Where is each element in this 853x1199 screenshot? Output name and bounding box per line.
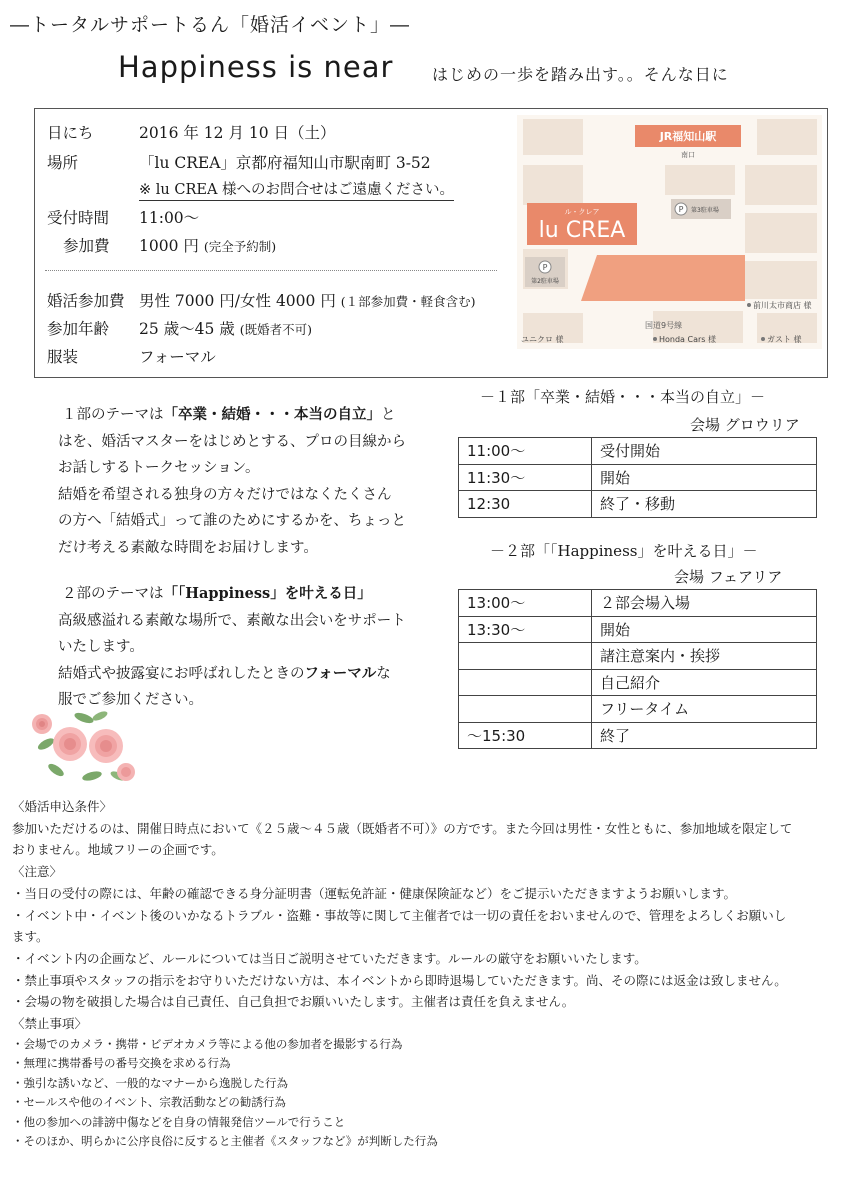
part2-line3: いたします。 <box>58 639 144 655</box>
place-note: ※ lu CREA 様へのお問合せはご遠慮ください。 <box>139 178 454 201</box>
schedule1-table <box>458 437 817 518</box>
terms-prohibited: ・そのほか、明らかに公序良俗に反すると主催者《スタッフなど》が判断した行為 <box>12 1134 438 1149</box>
reception-label: 受付時間 <box>47 209 110 227</box>
part2-line1-pre: ２部のテーマは <box>62 586 164 602</box>
terms-heading-notes: 〈注意〉 <box>12 864 63 880</box>
map-venue-name: lu CREA <box>538 218 626 243</box>
terms-prohibited: ・強引な誘いなど、一般的なマナーから逸脱した行為 <box>12 1075 288 1090</box>
date-row <box>47 121 336 143</box>
roses-illustration <box>26 706 138 788</box>
konkatsu-fee-note: (１部参加費・軽食含む) <box>340 294 476 309</box>
schedule-desc: フリータイム <box>592 696 817 723</box>
event-info-box <box>34 108 828 378</box>
map-parking3: 第3駐車場 <box>691 207 719 214</box>
map-shop2: ユニクロ 様 <box>521 335 564 344</box>
part2-formal: フォーマル <box>304 664 377 682</box>
terms-prohibited: ・無理に携帯番号の番号交換を求める行為 <box>12 1056 231 1071</box>
konkatsu-fee-value: 男性 7000 円/女性 4000 円 <box>139 292 336 310</box>
age-value: 25 歳～45 歳 <box>139 320 235 338</box>
terms-note: ・当日の受付の際には、年齢の確認できる身分証明書（運転免許証・健康保険証など）をご提示いただきますようお願いします。 <box>12 885 737 901</box>
date-value: 2016 年 12 月 10 日（土） <box>139 124 336 142</box>
part2-line4-pre: 結婚式や披露宴にお呼ばれしたときの <box>58 665 305 682</box>
map-parking2: 第2駐車場 <box>531 278 559 285</box>
schedule1-title: －１部「卒業・結婚・・・本当の自立」－ <box>480 388 766 406</box>
table-row <box>459 590 817 617</box>
schedule-desc: 受付開始 <box>592 438 817 465</box>
parking2-icon: P <box>542 263 548 272</box>
fee-row <box>47 234 276 256</box>
map-shop3: Honda Cars 様 <box>659 335 716 344</box>
fee-value: 1000 円 <box>139 237 199 255</box>
schedule-time: ～15:30 <box>459 722 592 749</box>
table-row <box>459 669 817 696</box>
terms-note: ・イベント中・イベント後のいかなるトラブル・盗難・事故等に関して主催者では一切の責任をおいませんので、管理をよろしくお願いし <box>12 907 787 923</box>
dress-label: 服装 <box>47 348 79 366</box>
table-row <box>459 722 817 749</box>
place-row <box>47 151 431 173</box>
table-row <box>459 464 817 491</box>
schedule2-venue: 会場 フェアリア <box>674 568 783 586</box>
map-road: 国道9号線 <box>645 321 683 330</box>
date-label: 日にち <box>47 124 94 142</box>
age-note: (既婚者不可) <box>239 322 313 337</box>
schedule-desc: 自己紹介 <box>592 669 817 696</box>
terms-note: ・会場の物を破損した場合は自己責任、自己負担でお願いいたします。主催者は責任を負えません。 <box>12 994 575 1010</box>
fee-note: (完全予約制) <box>203 239 277 254</box>
map-venue-kana: ル・クレア <box>564 208 600 216</box>
terms-prohibited: ・会場でのカメラ・携帯・ビデオカメラ等による他の参加者を撮影する行為 <box>12 1036 403 1051</box>
terms-heading-conditions: 〈婚活申込条件〉 <box>12 799 113 814</box>
part2-line2: 高級感溢れる素敵な場所で、素敵な出会いをサポート <box>58 612 406 629</box>
schedule-desc: 終了・移動 <box>592 491 817 518</box>
part1-description <box>58 402 406 561</box>
schedule1-venue: 会場 グロウリア <box>690 416 800 434</box>
schedule2-title: －２部「「Happiness」を叶える日」－ <box>490 542 758 560</box>
terms-heading-prohibited: 〈禁止事項〉 <box>12 1016 88 1032</box>
terms-prohibited: ・他の参加への誹謗中傷などを自身の情報発信ツールで行うこと <box>12 1114 346 1129</box>
schedule-time <box>459 696 592 723</box>
part1-line1-pre: １部のテーマは <box>62 407 164 423</box>
part2-description <box>58 581 406 714</box>
schedule-desc: ２部会場入場 <box>592 590 817 617</box>
konkatsu-fee-row <box>47 289 476 311</box>
reception-value: 11:00～ <box>139 209 200 227</box>
table-row <box>459 696 817 723</box>
access-map <box>517 115 822 349</box>
age-label: 参加年齢 <box>47 320 110 338</box>
part1-line2: はを、婚活マスターをはじめとする、プロの目線から <box>58 433 406 450</box>
konkatsu-fee-label: 婚活参加費 <box>47 292 125 310</box>
schedule2-table <box>458 589 817 749</box>
part2-line4-post: な <box>376 665 391 682</box>
schedule-time: 13:30～ <box>459 616 592 643</box>
schedule-desc: 諸注意案内・挨拶 <box>592 643 817 670</box>
part1-line6: だけ考える素敵な時間をお届けします。 <box>58 539 318 556</box>
schedule-desc: 開始 <box>592 464 817 491</box>
reception-row <box>47 206 199 228</box>
schedule-desc: 終了 <box>592 722 817 749</box>
part1-theme: 「卒業・結婚・・・本当の自立」 <box>163 406 381 423</box>
headline: Happiness is near <box>118 50 394 84</box>
place-label: 場所 <box>47 154 79 172</box>
place-value: 「lu CREA」京都府福知山市駅南町 3-52 <box>139 154 431 172</box>
part2-theme: 「「Happiness」を叶える日」 <box>163 585 372 602</box>
schedule-time: 11:30～ <box>459 464 592 491</box>
dress-row <box>47 345 216 367</box>
parking3-icon: P <box>678 205 684 214</box>
terms-note: ・禁止事項やスタッフの指示をお守りいただけない方は、本イベントから即時退場していただきます。尚、その際には返金は致しません。 <box>12 972 787 988</box>
schedule-time: 11:00～ <box>459 438 592 465</box>
map-drawing <box>517 115 822 349</box>
table-row <box>459 616 817 643</box>
schedule-time <box>459 643 592 670</box>
terms-condition-line: おりません。地域フリーの企画です。 <box>12 842 224 858</box>
schedule-time: 13:00～ <box>459 590 592 617</box>
age-row <box>47 317 312 339</box>
fee-label: 参加費 <box>63 237 110 255</box>
terms-note: ・イベント内の企画など、ルールについては当日ご説明させていただきます。ルールの厳守をお願いいたします。 <box>12 950 647 966</box>
part1-line5: の方へ「結婚式」って誰のためにするかを、ちょっと <box>58 513 406 529</box>
page-header: ―トータルサポートるん「婚活イベント」― <box>10 14 411 36</box>
part2-line5: 服でご参加ください。 <box>58 692 203 708</box>
part1-line4: 結婚を希望される独身の方々だけではなくたくさん <box>58 486 392 503</box>
schedule-time: 12:30 <box>459 491 592 518</box>
rose-icon <box>26 706 138 788</box>
table-row <box>459 491 817 518</box>
map-exit: 南口 <box>681 151 695 159</box>
map-shop1: 前川太市商店 様 <box>753 301 812 310</box>
dress-value: フォーマル <box>139 348 216 366</box>
terms-section <box>12 796 842 1152</box>
part1-line3: お話しするトークセッション。 <box>58 460 260 476</box>
table-row <box>459 438 817 465</box>
map-station: JR福知山駅 <box>659 130 717 143</box>
schedule-time <box>459 669 592 696</box>
divider <box>45 270 497 271</box>
table-row <box>459 643 817 670</box>
terms-prohibited: ・セールスや他のイベント、宗教活動などの勧誘行為 <box>12 1095 286 1110</box>
terms-note: ます。 <box>12 929 49 945</box>
terms-condition-line: 参加いただけるのは、開催日時点において《２５歳～４５歳（既婚者不可）》の方です。また今回は男性・女性ともに、参加地域を限定して <box>12 820 793 836</box>
map-shop4: ガスト 様 <box>767 335 802 344</box>
tagline: はじめの一歩を踏み出す。。そんな日に <box>432 65 729 84</box>
schedule-desc: 開始 <box>592 616 817 643</box>
part1-line1-post: と <box>381 407 396 423</box>
